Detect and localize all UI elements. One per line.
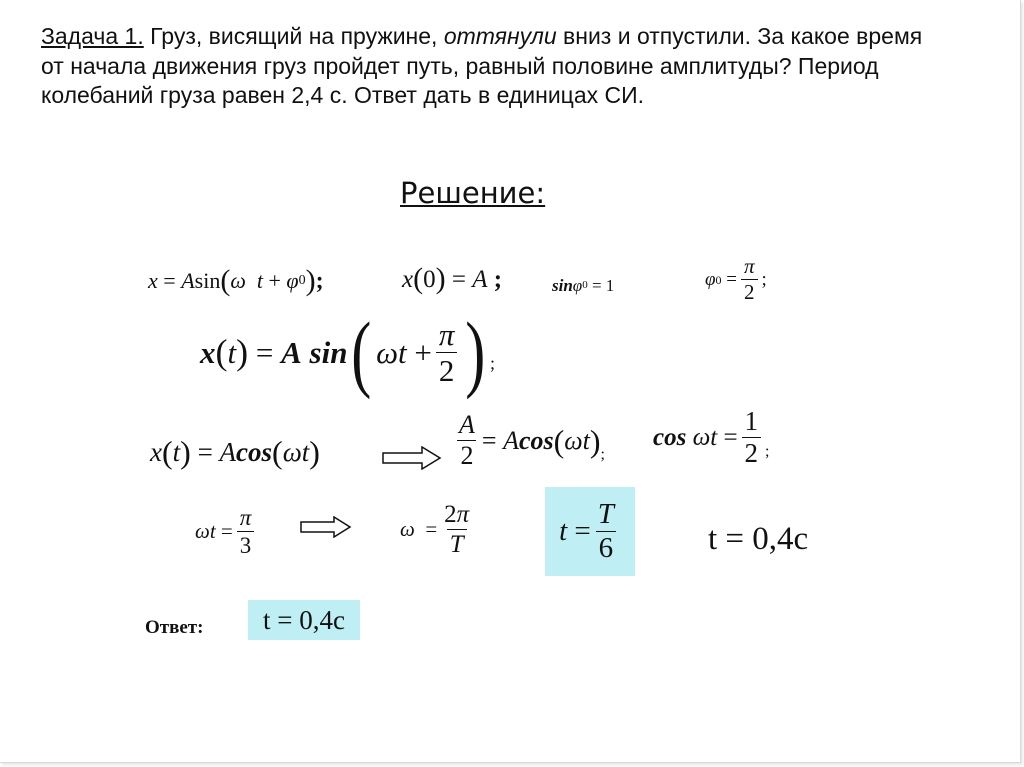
equation-general-motion: x = A sin ( ω t + φ 0 ) ; <box>148 264 324 297</box>
problem-text-a: Груз, висящий на пружине, <box>143 23 444 49</box>
solution-heading: Решение: <box>400 176 546 210</box>
answer-label: Ответ: <box>145 617 204 638</box>
equation-sin-phi: sin φ 0 = 1 <box>552 276 615 295</box>
equation-specific-motion: x ( t ) = A sin ( ωt + $\frac{\pi}{2}$ ) ; <box>200 304 496 400</box>
equation-half-amplitude: $\frac{A}{2}$ = A cos ( ωt ) ; <box>459 410 605 470</box>
equation-phase-value: ωt = $\frac{\pi}{3}$ <box>195 506 258 557</box>
problem-statement <box>41 22 941 111</box>
equation-initial-condition: x ( 0 ) = A ; <box>402 262 503 295</box>
equation-cos-motion: x ( t ) = A cos ( ωt ) <box>150 434 320 470</box>
equation-angular-frequency: ω = $\frac{2\pi}{T}$ <box>400 501 470 558</box>
double-arrow-icon <box>382 446 442 470</box>
task-label: Задача 1. <box>41 23 144 49</box>
equation-cos-value: cos ωt = $\frac{1}{2}$ ; <box>653 406 770 468</box>
equation-time-result: t = 0,4c <box>708 521 809 557</box>
equation-initial-phase: φ 0 = $\frac{\pi}{2}$ ; <box>705 254 767 304</box>
double-arrow-icon <box>300 516 352 538</box>
equation-time-formula: t = $\frac{T}{6}$ <box>545 487 635 576</box>
answer-box: t = 0,4c <box>248 600 360 640</box>
problem-text-italic: оттянули <box>443 23 557 49</box>
problem-text-b: вниз и отпустили. За какое время от начала движения груз пройдет путь, равный половине амплитуды? Период колебаний груза равен 2,4 с. Ответ дать в единицах СИ. <box>41 23 923 108</box>
